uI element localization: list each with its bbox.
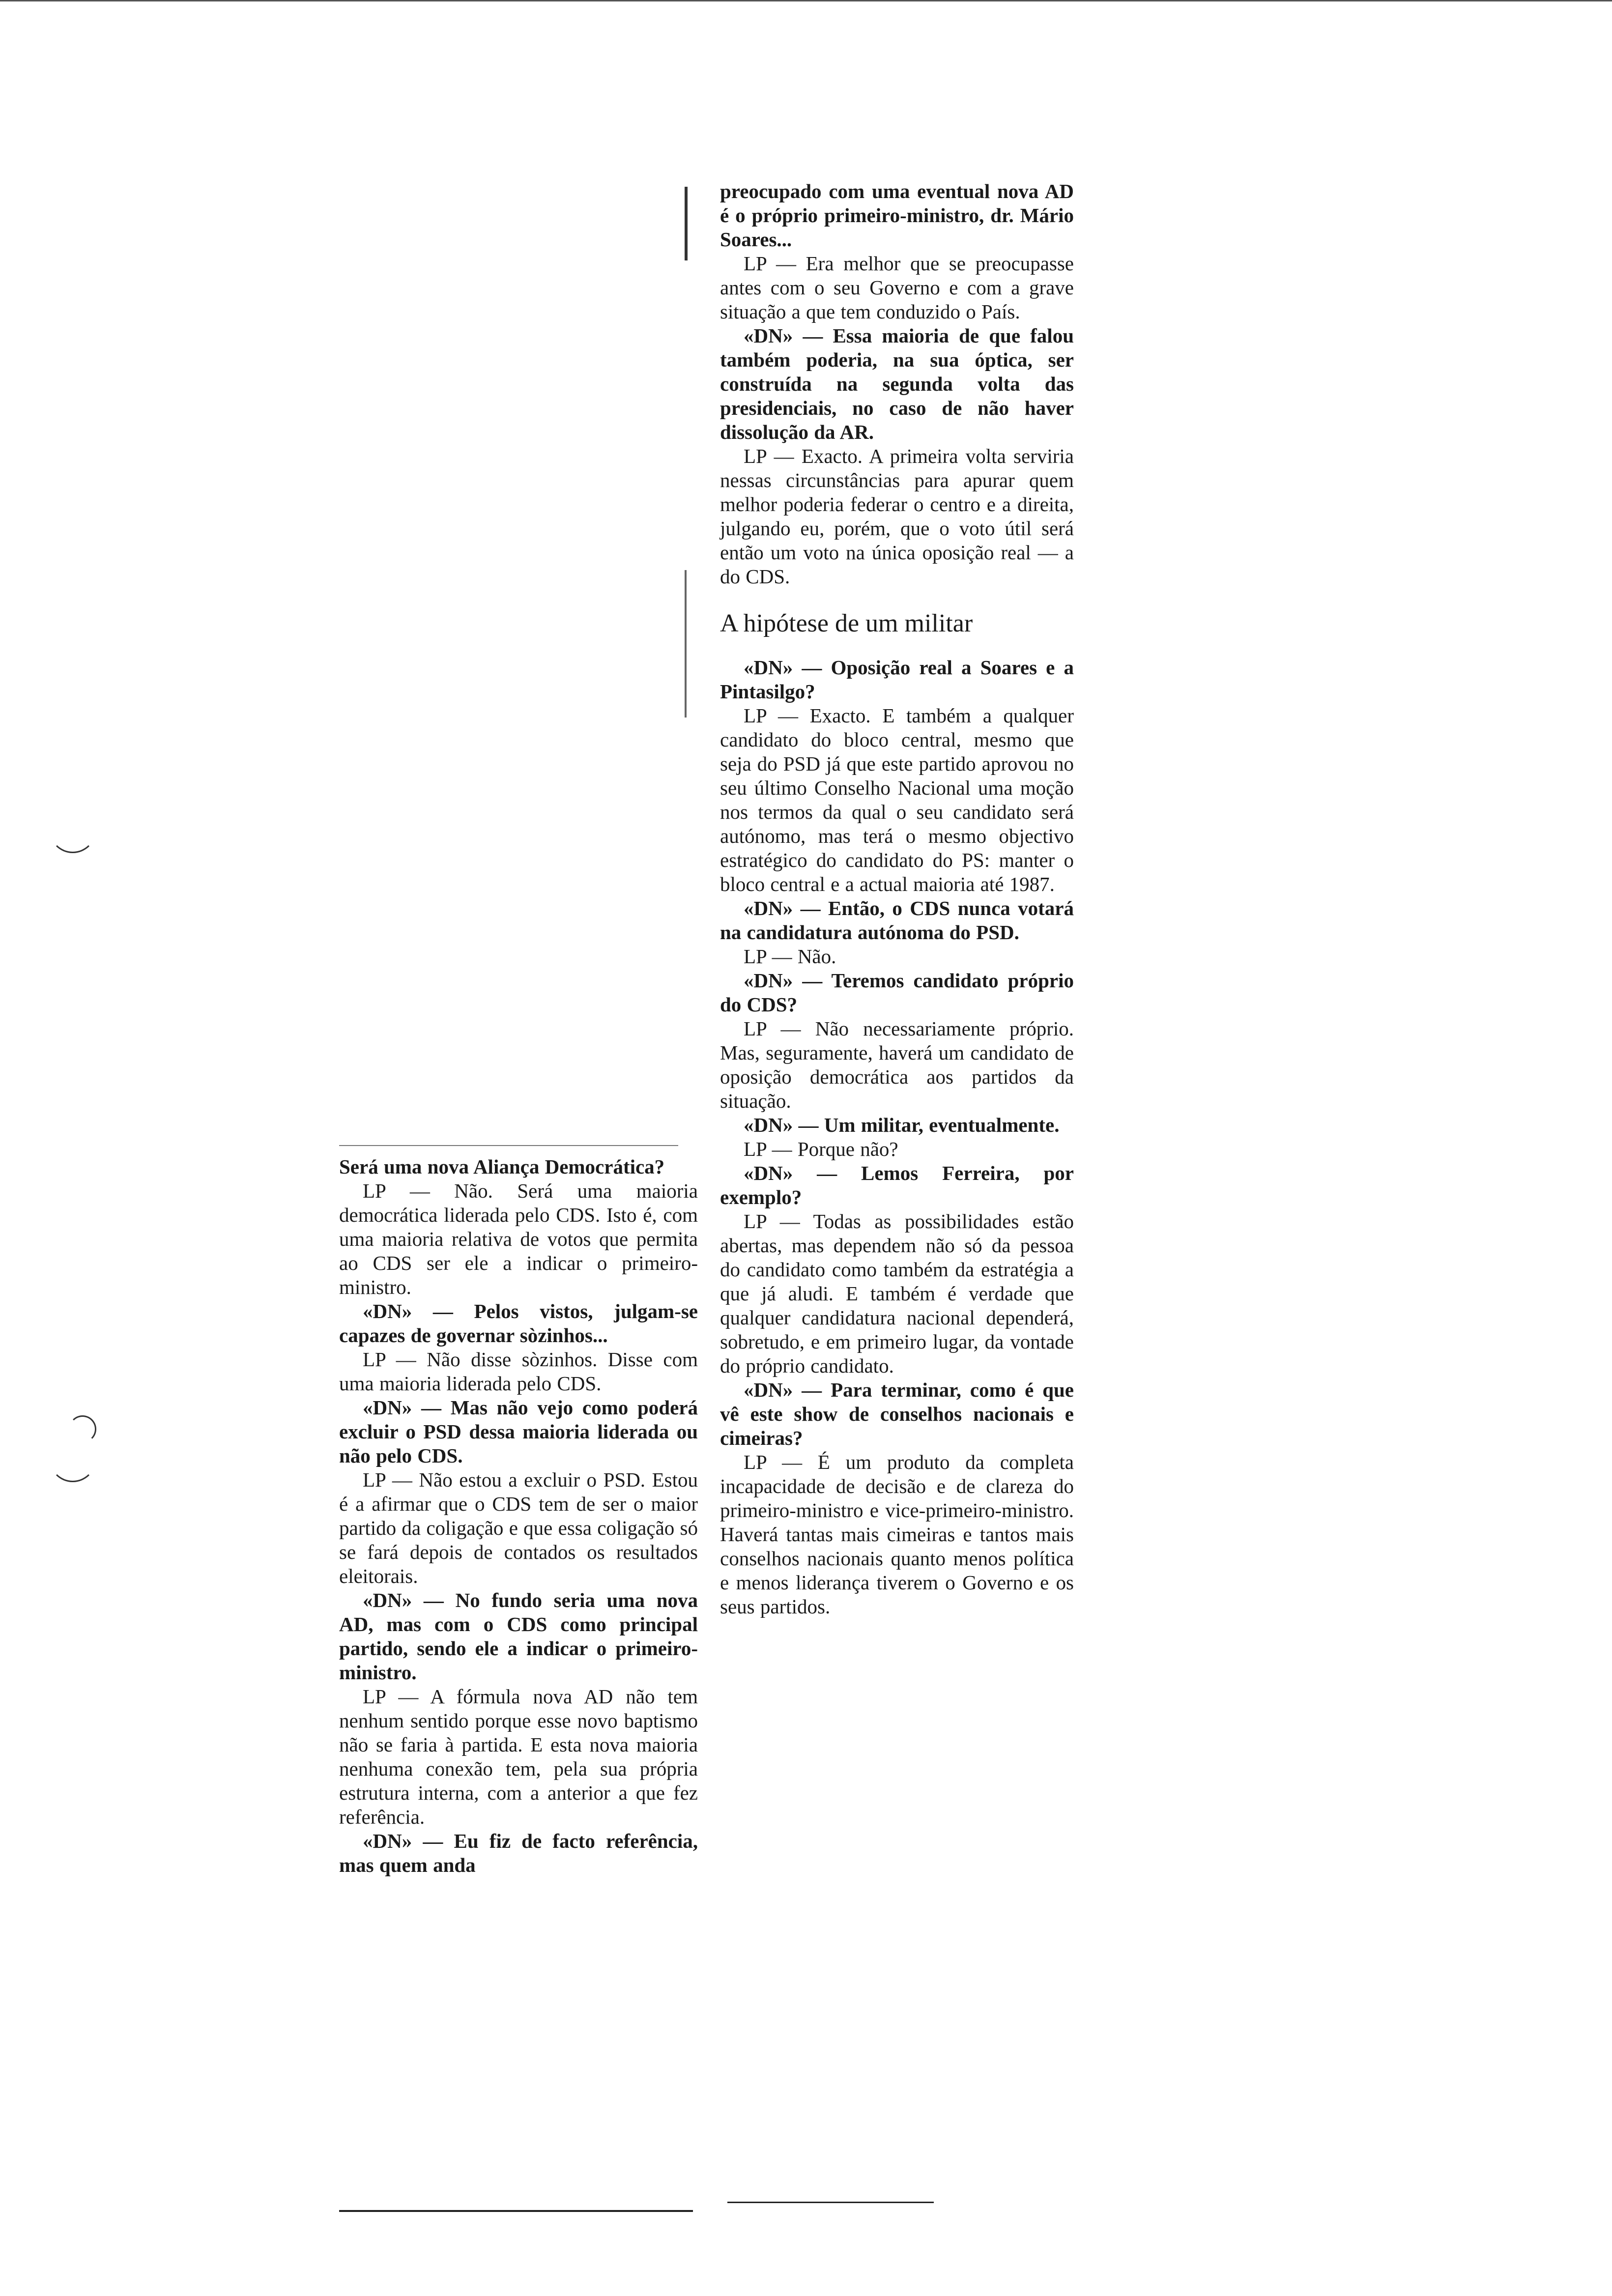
- right-para-10: LP — Não necessariamente próprio. Mas, seguramente, haverá um candidato de oposição democrática aos partidos da situação.: [720, 1017, 1074, 1112]
- top-scan-edge: [0, 0, 1612, 1]
- column-marker-middle: [685, 570, 687, 718]
- scan-mark-left-upper: [49, 806, 96, 853]
- right-para-13: «DN» — Lemos Ferreira, por exemplo?: [720, 1162, 1074, 1208]
- right-para-4: LP — Exacto. A primeira volta serviria nessas circunstâncias para apurar quem melhor poderia federar o centro e a direita, julgando eu, porém, que o voto útil será então um voto na única oposição real — a do CDS.: [720, 445, 1074, 588]
- left-para-4: LP — Não disse sòzinhos. Disse com uma maioria liderada pelo CDS.: [339, 1348, 698, 1395]
- right-para-5: «DN» — Oposição real a Soares e a Pintasilgo?: [720, 656, 1074, 703]
- column-marker-top: [685, 187, 688, 260]
- left-para-8: LP — A fórmula nova AD não tem nenhum sentido porque esse novo baptismo não se faria à partida. E esta nova maioria nenhuma conexão tem, pela sua própria estrutura interna, com a anterior a que fez referência.: [339, 1685, 698, 1828]
- right-para-7: «DN» — Então, o CDS nunca votará na candidatura autónoma do PSD.: [720, 897, 1074, 944]
- left-para-2: LP — Não. Será uma maioria democrática liderada pelo CDS. Isto é, com uma maioria relativa de votos que permita ao CDS ser ele a indicar o primeiro-ministro.: [339, 1179, 698, 1298]
- right-para-16: LP — É um produto da completa incapacidade de decisão e de clareza do primeiro-ministro e vice-primeiro-ministro. Haverá tantas mais cimeiras e tantos mais conselhos nacionais quanto menos política e menos liderança tiverem o Governo e os seus partidos.: [720, 1451, 1074, 1618]
- scan-mark-left-hook: [69, 1415, 96, 1443]
- left-para-9: «DN» — Eu fiz de facto referência, mas quem anda: [339, 1830, 698, 1876]
- right-para-14: LP — Todas as possibilidades estão abertas, mas dependem não só da pessoa do candidato como também da estratégia a que já aludi. E também é verdade que qualquer candidatura nacional dependerá, sobretudo, e em primeiro lugar, da vontade do próprio candidato.: [720, 1210, 1074, 1377]
- left-para-5: «DN» — Mas não vejo como poderá excluir o PSD dessa maioria liderada ou não pelo CDS.: [339, 1396, 698, 1467]
- left-column-top-rule: [339, 1145, 678, 1146]
- right-para-9: «DN» — Teremos candidato próprio do CDS?: [720, 969, 1074, 1016]
- right-para-12: LP — Porque não?: [744, 1138, 898, 1160]
- right-para-2: LP — Era melhor que se preocupasse antes com o seu Governo e com a grave situação a que tem conduzido o País.: [720, 252, 1074, 323]
- left-para-7: «DN» — No fundo seria uma nova AD, mas com o CDS como principal partido, sendo ele a indicar o primeiro-ministro.: [339, 1589, 698, 1684]
- left-para-3: «DN» — Pelos vistos, julgam-se capazes de governar sòzinhos...: [339, 1300, 698, 1347]
- right-para-3: «DN» — Essa maioria de que falou também poderia, na sua óptica, ser construída na segunda volta das presidenciais, no caso de não haver dissolução da AR.: [720, 324, 1074, 443]
- left-column-bottom-rule: [339, 2210, 693, 2212]
- section-subheading: A hipótese de um militar: [720, 609, 973, 637]
- right-para-1: preocupado com uma eventual nova AD é o próprio primeiro-ministro, dr. Mário Soares...: [720, 180, 1074, 251]
- right-para-6: LP — Exacto. E também a qualquer candidato do bloco central, mesmo que seja do PSD já que este partido aprovou no seu último Conselho Nacional uma moção nos termos da qual o seu candidato será autónomo, mas terá o mesmo objectivo estratégico do candidato do PS: manter o bloco central e a actual maioria até 1987.: [720, 704, 1074, 895]
- left-para-6: LP — Não estou a excluir o PSD. Estou é a afirmar que o CDS tem de ser o maior partido da coligação e que essa coligação só se fará depois de contados os resultados eleitorais.: [339, 1468, 698, 1587]
- right-column: [720, 179, 1074, 1619]
- left-para-1: Será uma nova Aliança Democrática?: [339, 1155, 665, 1178]
- right-para-15: «DN» — Para terminar, como é que vê este show de conselhos nacionais e cimeiras?: [720, 1378, 1074, 1449]
- scan-mark-left-lower: [49, 1435, 96, 1482]
- left-column: [339, 1155, 698, 1877]
- right-para-11: «DN» — Um militar, eventualmente.: [744, 1114, 1060, 1136]
- right-column-bottom-rule: [727, 2202, 934, 2203]
- right-para-8: LP — Não.: [744, 945, 836, 968]
